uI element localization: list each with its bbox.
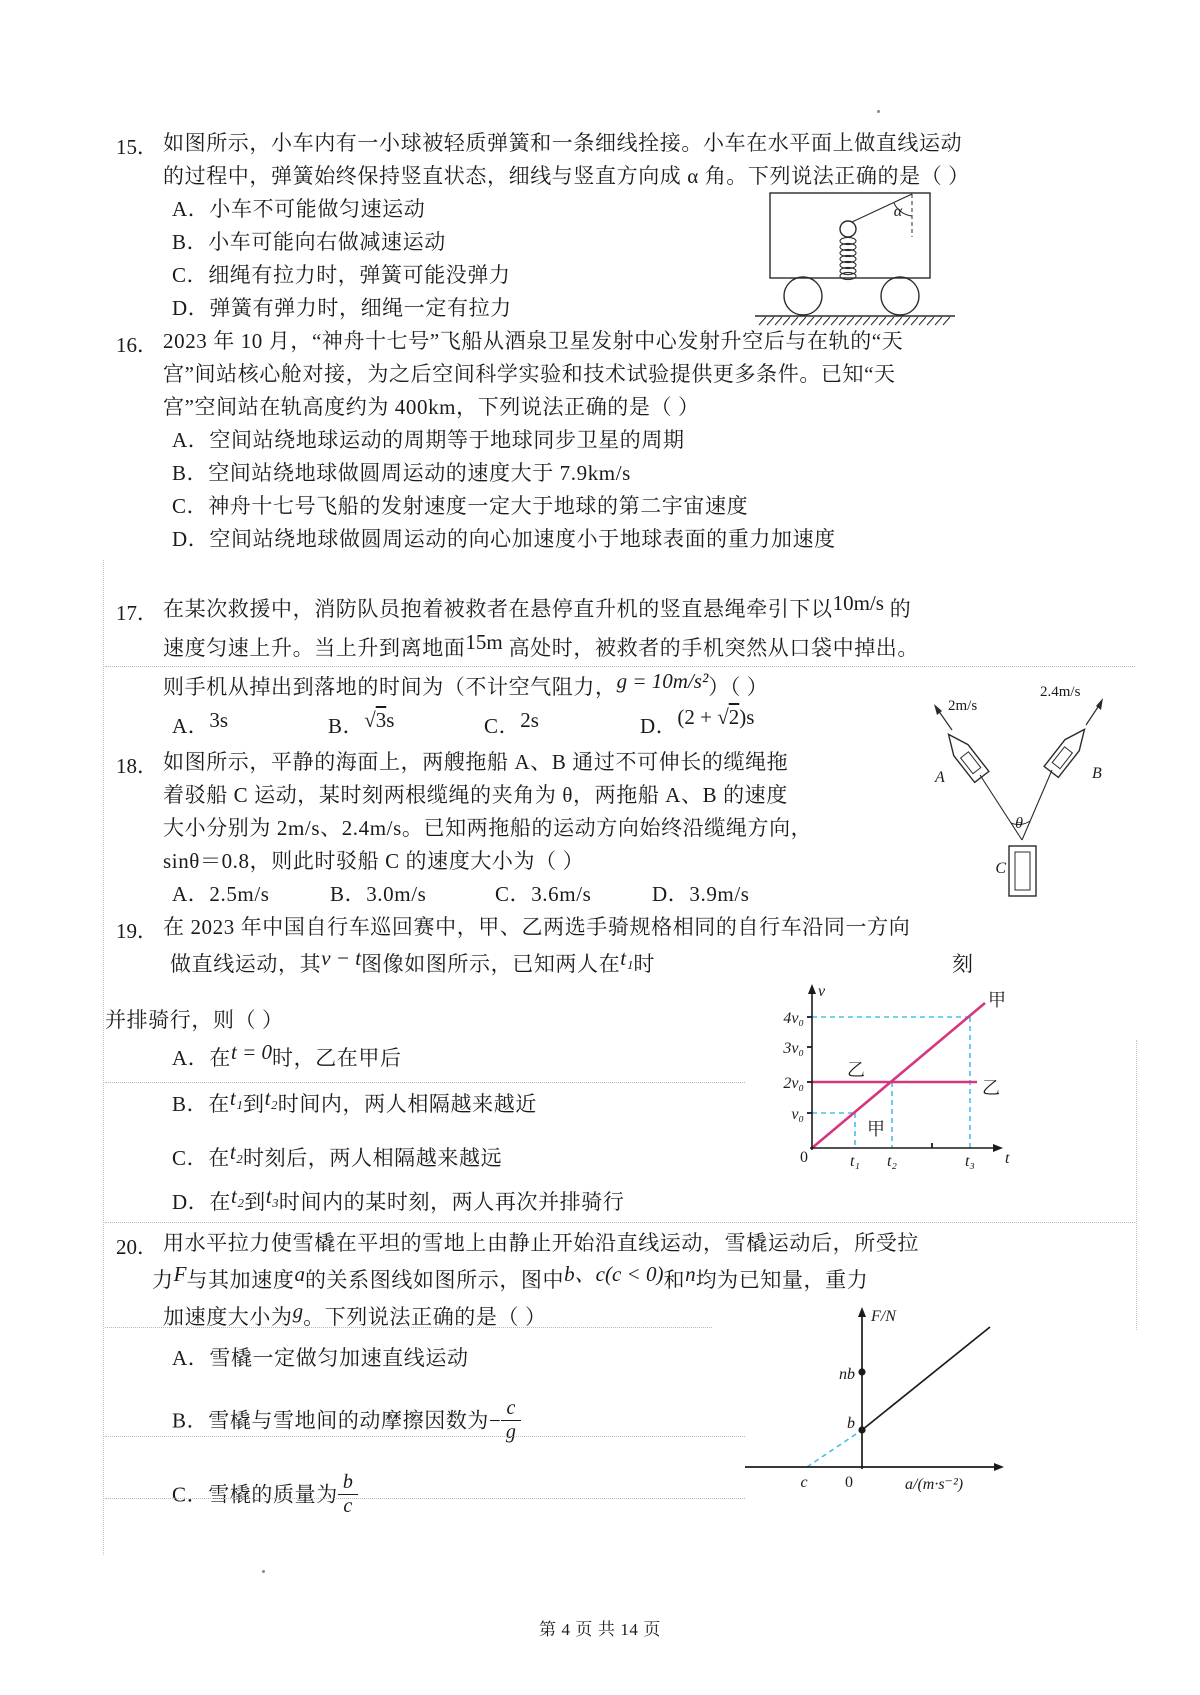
barge-c — [1009, 846, 1036, 896]
fraction-c-over-g: $\frac{c}{g}$ — [501, 1398, 520, 1443]
theta-label: θ — [1015, 815, 1023, 832]
q17-option-d: D．(2 + √2)s — [640, 705, 755, 738]
dotted-rule — [105, 1436, 745, 1437]
q19-option-d: D．在t₂到t₃时间内的某时刻，两人再次并排骑行 — [172, 1184, 625, 1214]
v-axis-label: v — [818, 983, 826, 1000]
barge-c-inner — [1015, 852, 1030, 890]
boat-a-label: A — [935, 769, 945, 786]
alpha-label: α — [893, 203, 903, 220]
ball — [840, 221, 856, 237]
q19-line3: 并排骑行，则（ ） — [105, 1008, 284, 1032]
q18-option-b: B．3.0m/s — [330, 882, 427, 906]
b-point — [858, 1426, 865, 1433]
t-axis-arrowhead — [993, 1144, 1003, 1152]
q15-option-d: D．弹簧有弹力时，细绳一定有拉力 — [172, 296, 512, 320]
speed-b-label: 2.4m/s — [1040, 684, 1081, 700]
yi-right-label: 乙 — [982, 1078, 1000, 1098]
f-axis-arrowhead — [858, 1307, 866, 1317]
fa-line — [862, 1327, 990, 1430]
boat-b — [1044, 724, 1091, 778]
q15-line2: 的过程中，弹簧始终保持竖直状态，细线与竖直方向成 α 角。下列说法正确的是（ ） — [163, 164, 970, 188]
q16-line3: 宫”空间站在轨高度约为 400km，下列说法正确的是（ ） — [163, 395, 700, 419]
yi-mid-label: 乙 — [847, 1060, 865, 1080]
q18-line3: 大小分别为 2m/s、2.4m/s。已知两拖船的运动方向始终沿缆绳方向， — [163, 816, 813, 840]
q20-option-c: C．雪橇的质量为 $\frac{b}{c}$ — [172, 1474, 358, 1519]
q17-option-c: C．2s — [484, 708, 539, 738]
q17-line1: 在某次救援中，消防队员抱着被救者在悬停直升机的竖直悬绳牵引下以10m/s 的 — [163, 591, 912, 621]
q19-line1: 在 2023 年中国自行车巡回赛中，甲、乙两选手骑规格相同的自行车沿同一方向 — [163, 915, 911, 939]
q18-line4: sinθ＝0.8，则此时驳船 C 的速度大小为（ ） — [163, 849, 585, 873]
q18-option-c: C．3.6m/s — [495, 882, 592, 906]
dotted-rule — [105, 1082, 745, 1083]
q16-option-c: C．神舟十七号飞船的发射速度一定大于地球的第二宇宙速度 — [172, 494, 749, 518]
cart-body — [770, 193, 930, 278]
t-axis-label: t — [1005, 1150, 1010, 1167]
q20-option-b: B．雪橇与雪地间的动摩擦因数为− $\frac{c}{g}$ — [172, 1400, 521, 1445]
q18-line2: 着驳船 C 运动，某时刻两根缆绳的夹角为 θ，两拖船 A、B 的速度 — [163, 783, 788, 807]
q18-line1: 如图所示，平静的海面上，两艘拖船 A、B 通过不可伸长的缆绳拖 — [163, 750, 789, 774]
q17-line2: 速度匀速上升。当上升到离地面15m 高处时，被救者的手机突然从口袋中掉出。 — [163, 630, 919, 660]
q17-line3: 则手机从掉出到落地的时间为（不计空气阻力，g = 10m/s²）（ ） — [163, 669, 769, 699]
jia-bottom-label: 甲 — [867, 1119, 885, 1139]
v-axis-arrowhead — [808, 984, 816, 994]
q19-option-b: B．在t₁到t₂时间内，两人相隔越来越近 — [172, 1086, 537, 1116]
q19-vt-graph — [745, 900, 1035, 1185]
q20-option-a: A．雪橇一定做匀加速直线运动 — [172, 1346, 469, 1370]
stray-dot — [877, 110, 880, 113]
nb-label: nb — [839, 1366, 855, 1383]
stray-dot — [262, 1570, 265, 1573]
q15-option-b: B．小车可能向右做减速运动 — [172, 230, 446, 254]
q19-number: 19． — [116, 919, 158, 943]
q20-line2: 力F与其加速度a的关系图线如图所示，图中b、c(c < 0)和n均为已知量，重力 — [152, 1262, 869, 1292]
spring-coil — [840, 237, 856, 279]
q15-cart-figure — [755, 185, 960, 335]
a-axis-arrowhead — [994, 1463, 1004, 1471]
q17-option-b: B．√3s — [328, 708, 395, 738]
nb-point — [858, 1368, 865, 1375]
dotted-rule — [105, 1327, 712, 1328]
page-footer: 第 4 页 共 14 页 — [539, 1620, 661, 1639]
xtick-t3: t₃ — [964, 1153, 976, 1170]
ytick-3v0: 3v₀ — [783, 1040, 804, 1057]
jia-top-label: 甲 — [988, 990, 1006, 1010]
ytick-2v0: 2v₀ — [783, 1075, 804, 1092]
boat-b-label: B — [1092, 765, 1102, 782]
q18-number: 18． — [116, 754, 158, 778]
q15-option-c: C．细绳有拉力时，弹簧可能没弹力 — [172, 263, 511, 287]
barge-c-label: C — [995, 860, 1006, 877]
ytick-v0: v₀ — [791, 1106, 804, 1123]
q20-number: 20． — [116, 1235, 158, 1259]
xtick-t1: t₁ — [849, 1153, 861, 1170]
xtick-t2: t₂ — [886, 1153, 898, 1170]
q18-option-a: A．2.5m/s — [172, 882, 270, 906]
cart-wheel-right — [881, 277, 919, 315]
q18-option-d: D．3.9m/s — [652, 882, 750, 906]
q16-number: 16． — [116, 333, 158, 357]
q18-tugboat-figure — [870, 630, 1120, 915]
q15-option-a: A．小车不可能做匀速运动 — [172, 197, 426, 221]
fraction-b-over-c: $\frac{b}{c}$ — [338, 1472, 359, 1517]
q20-line3: 加速度大小为g。下列说法正确的是（ ） — [163, 1299, 547, 1329]
cable-b — [1022, 770, 1052, 840]
zero-label: 0 — [845, 1474, 853, 1491]
ground-hatching — [759, 317, 950, 325]
q16-option-d: D．空间站绕地球做圆周运动的向心加速度小于地球表面的重力加速度 — [172, 527, 836, 551]
q19-option-c: C．在t₂时刻后，两人相隔越来越远 — [172, 1140, 503, 1170]
cart-wheel-left — [784, 277, 822, 315]
origin-label: 0 — [800, 1149, 808, 1166]
q16-option-a: A．空间站绕地球运动的周期等于地球同步卫星的周期 — [172, 428, 685, 452]
q19-line2: 做直线运动，其v − t图像如图所示，已知两人在t₁时 — [170, 946, 655, 976]
dotted-rule — [105, 666, 1135, 667]
q16-option-b: B．空间站绕地球做圆周运动的速度大于 7.9km/s — [172, 461, 631, 485]
a-axis-label: a/(m·s⁻²) — [905, 1476, 964, 1493]
string-line — [852, 194, 912, 222]
dashed-extension — [807, 1430, 862, 1467]
dotted-rule — [105, 1222, 1135, 1223]
q20-line1: 用水平拉力使雪橇在平坦的雪地上由静止开始沿直线运动，雪橇运动后，所受拉 — [163, 1231, 919, 1255]
q16-line2: 宫”间站核心舱对接，为之后空间科学实验和技术试验提供更多条件。已知“天 — [163, 362, 896, 386]
q15-number: 15． — [116, 135, 158, 159]
b-label: b — [847, 1415, 855, 1432]
q17-option-a: A．3s — [172, 708, 229, 738]
c-label: c — [800, 1474, 808, 1491]
q19-line2-overflow: 刻 — [952, 952, 974, 976]
f-axis-label: F/N — [871, 1308, 896, 1325]
dotted-rule — [105, 1498, 745, 1499]
q16-line1: 2023 年 10 月，“神舟十七号”飞船从酒泉卫星发射中心发射升空后与在轨的“天 — [163, 329, 904, 353]
line-jia — [812, 1003, 985, 1148]
dotted-rule-vertical — [1136, 1040, 1137, 1330]
q20-fa-graph — [740, 1295, 1020, 1500]
dotted-rule-vertical — [103, 560, 104, 1555]
q19-option-a: A．在t = 0时，乙在甲后 — [172, 1040, 402, 1070]
q15-line1: 如图所示，小车内有一小球被轻质弹簧和一条细线拴接。小车在水平面上做直线运动 — [163, 131, 963, 155]
q17-number: 17． — [116, 601, 158, 625]
boat-a — [941, 729, 988, 783]
speed-a-label: 2m/s — [948, 698, 978, 714]
ytick-4v0: 4v₀ — [783, 1010, 804, 1027]
